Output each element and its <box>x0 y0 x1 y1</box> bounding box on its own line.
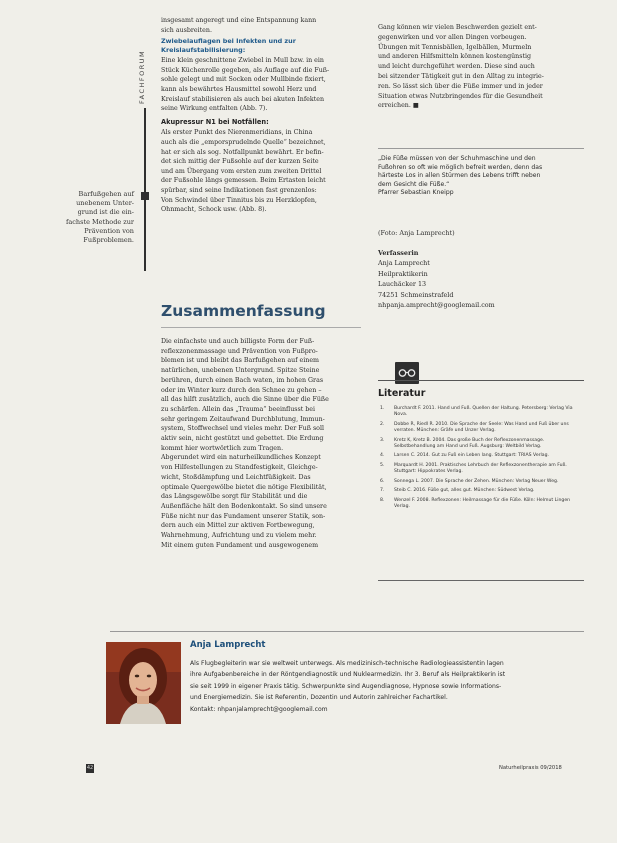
author-line: Anja Lamprecht <box>378 259 430 268</box>
item-text: Steib C. 2016. Füße gut, alles gut. München: Südwest Verlag. <box>394 488 535 494</box>
sidebar-note-line: fachste Methode zur <box>66 217 134 226</box>
text-line: und am Übergang vom ersten zum zweiten Drittel <box>161 167 322 175</box>
item-number: 3. <box>380 437 385 443</box>
literature-title: Literatur <box>378 388 426 399</box>
item-number: 4. <box>380 453 385 459</box>
text-line: system, Stoffwechsel und vieles mehr. Der Fuß soll <box>161 425 324 433</box>
sidebar-rule <box>144 108 146 271</box>
quote-box <box>378 148 584 198</box>
sidebar-note-line: Fußproblemen. <box>83 236 134 245</box>
section-label: FACHFORUM <box>138 49 146 104</box>
bio-line: sie seit 1999 in eigener Praxis tätig. Schwerpunkte sind Augendiagnose, Hypnose sowie Informations- <box>190 682 502 690</box>
item-text: Burchardt F. 2011. Hand und Fuß. Quellen der Haltung. Petersberg: Verlag Via Nova. <box>394 406 573 418</box>
subheading-part: und zur <box>266 37 296 46</box>
text-line: dern auch ein Mittel zur aktiven Fortbewegung, <box>161 522 315 530</box>
right-column-text <box>378 23 583 111</box>
text-line: Mit einem guten Fundament und ausgewogenem <box>161 541 319 549</box>
text-line: reflexzonenmassage und Prävention von Fußpro- <box>161 347 318 355</box>
author-portrait <box>106 642 181 724</box>
text-line: Die einfachste und auch billigste Form der Fuß- <box>161 338 315 345</box>
text-line: Von Schwindel über Tinnitus bis zu Herzklopfen, <box>161 196 317 204</box>
literature-item <box>380 498 585 510</box>
text-line: Gang können wir vielen Beschwerden gezielt ent- <box>378 24 537 31</box>
subheading-part: Zwiebelauflagen bei Infekten <box>161 37 267 46</box>
bio-text <box>190 658 585 715</box>
subheading-onion <box>161 37 361 55</box>
quote-author: Pfarrer Sebastian Kneipp <box>378 189 454 197</box>
text-line: von Hilfestellungen zu Standfestigkeit, Gleichge- <box>161 464 318 472</box>
literature-list <box>380 406 585 514</box>
text-line: Abgerundet wird ein naturheilkundliches Konzept <box>161 454 321 462</box>
text-line: bei sitzender Tätigkeit gut in den Alltag zu integrie- <box>378 72 544 80</box>
item-number: 2. <box>380 421 385 427</box>
photo-credit: (Foto: Anja Lamprecht) <box>378 229 455 237</box>
bio-line: Als Flugbegleiterin war sie weltweit unterwegs. Als medizinisch-technische Radiologieassistentin lagen <box>190 660 504 667</box>
text-line: hat er sich als sog. Notfallpunkt bewährt. Er befin- <box>161 148 324 156</box>
text-line: kommt hier wortwörtlich zum Tragen. <box>161 444 284 452</box>
item-number: 7. <box>380 488 385 494</box>
literature-item <box>380 406 585 418</box>
page-number: 42 <box>86 765 94 771</box>
text-line: Außenfläche hält den Bodenkontakt. So sind unsere <box>161 502 327 510</box>
literature-rule <box>378 380 584 381</box>
text-line: das Längsgewölbe sorgt für Stabilität und die <box>161 493 308 501</box>
text-line: oder im Winter kurz durch den Schnee zu gehen – <box>161 386 322 394</box>
text-line: der Fußsohle längs gemessen. Beim Ertasten leicht <box>161 177 326 185</box>
bio-rule <box>110 631 584 632</box>
text-line: Wahrnehmung, Aufrichtung und zu vielem mehr. <box>161 532 317 540</box>
item-text: Kretz K, Kretz B. 2004. Das große Buch der Reflexzonenmassage. Selbstbehandlung am Hand und Fuß. Augsburg: Weltbild Verlag. <box>394 437 545 449</box>
author-line: Lauchäcker 13 <box>378 280 427 289</box>
author-line: 74251 Schmeinstrafeld <box>378 290 454 299</box>
item-number: 6. <box>380 478 385 484</box>
literature-end-rule <box>378 580 584 581</box>
text-line: Kreislauf stabilisieren als auch bei akuten Infekten <box>161 95 325 103</box>
sidebar-note-line: Prävention von <box>84 226 134 235</box>
author-block <box>378 248 495 310</box>
text-line: und leicht durchgeführt werden. Diese sind auch <box>378 63 535 71</box>
text-line: optimale Quergewölbe bietet die nötige Flexibilität, <box>161 483 327 491</box>
text-line: sich ausbreiten. <box>161 26 212 34</box>
quote-rule-top <box>378 148 584 149</box>
item-text: Sonnega L. 2007. Die Sprache der Zehen. München: Verlag Neuer Weg. <box>394 478 559 484</box>
quote-line: dem Gesicht die Füße.“ <box>378 180 450 188</box>
text-line: erreichen. ■ <box>378 102 419 110</box>
literature-item <box>380 422 585 434</box>
item-text: Larsen C. 2014. Gut zu Fuß ein Leben lang. Stuttgart: TRIAS Verlag. <box>394 453 549 459</box>
literature-item <box>380 488 585 494</box>
sidebar-marker <box>141 192 149 200</box>
text-line: natürlichen, unebenen Untergrund. Spitze Steine <box>161 367 320 375</box>
quote-line: Fußohren so oft wie möglich befreit werden, denn das <box>378 163 543 171</box>
text-line: insgesamt angeregt und eine Entspannung kann <box>161 17 317 24</box>
text-line: zu schärfen. Allein das „Trauma“ beeinflusst bei <box>161 405 316 413</box>
kneipp-quote <box>378 155 584 198</box>
text-line: Eine klein geschnittene Zwiebel in Mull bzw. in ein <box>161 57 324 65</box>
text-line: seine Wirkung entfalten (Abb. 7). <box>161 105 268 113</box>
sidebar-note <box>40 190 134 245</box>
subheading-acupressure: Akupressur N1 bei Notfällen: <box>161 117 269 126</box>
text-line: und anderen Hilfsmitteln können kostengünstig <box>378 53 532 61</box>
text-line: blemen ist und bleibt das Barfußgehen auf einem <box>161 357 320 365</box>
text-line: ren. So lässt sich über die Füße immer und in jeder <box>378 82 543 90</box>
sidebar-note-line: grund ist die ein- <box>77 208 134 217</box>
quote-line: „Die Füße müssen von der Schuhmaschine und den <box>378 155 536 162</box>
text-line: auch als die „emporsprudelnde Quelle“ bezeichnet, <box>161 138 326 146</box>
literature-item <box>380 453 585 459</box>
author-label: Verfasserin <box>378 249 419 257</box>
text-line: Füße nicht nur das Fundament unserer Statik, son- <box>161 512 326 520</box>
author-email[interactable]: nhpanja.amprecht@googlemail.com <box>378 301 495 310</box>
text-line: Situation etwas Nutzbringendes für die Gesundheit <box>378 92 543 100</box>
left-column-text <box>161 16 361 215</box>
bio-contact[interactable]: Kontakt: nhpanjalamprecht@googlemail.com <box>190 705 328 713</box>
literature-item <box>380 438 585 450</box>
item-text: Marquardt H. 2001. Praktisches Lehrbuch der Reflexzonentherapie am Fuß. Stuttgart: Hippokrates Verlag. <box>394 462 567 475</box>
bio-line: und Energiemedizin. Sie ist Referentin, Dozentin und Autorin zahlreicher Fachartikel. <box>190 694 448 702</box>
summary-heading: Zusammenfassung <box>161 302 326 320</box>
item-text: Dobbe R, Riedl R. 2010. Die Sprache der Seele: Was Hand und Fuß über uns verraten. München: Gräfe und Unzer Verlag. <box>394 421 569 433</box>
text-line: Übungen mit Tennisbällen, Igelbällen, Murmeln <box>378 43 532 51</box>
item-number: 1. <box>380 406 385 411</box>
journal-footer: Naturheilpraxis 09/2018 <box>499 765 562 771</box>
sidebar-note-line: unebenem Unter- <box>76 199 134 208</box>
text-line: Stück Küchenrolle gegeben, als Auflage auf die Fuß- <box>161 66 330 74</box>
item-number: 8. <box>380 497 385 503</box>
item-number: 5. <box>380 462 385 468</box>
text-line: kann als bewährtes Hausmittel sowohl Herz und <box>161 85 317 93</box>
text-line: spürbar, sind seine Indikationen fast grenzenlos: <box>161 186 317 194</box>
text-line: gegenwirken und vor allen Dingen vorbeugen. <box>378 33 527 41</box>
text-line: wicht, Stoßdämpfung und Leichtfüßigkeit. Das <box>161 473 311 481</box>
text-line: berühren, durch einen Bach waten, im hohen Gras <box>161 376 324 384</box>
text-line: Als erster Punkt des Nierenmeridians, in China <box>161 129 313 137</box>
sidebar-note-line: Barfußgehen auf <box>78 190 134 198</box>
text-line: aktiv sein, nicht gestützt und gebettet. Die Erdung <box>161 435 324 443</box>
text-line: all das hilft zusätzlich, auch die Sinne über die Füße <box>161 396 329 404</box>
item-text: Wenzel F. 2008. Reflexzonen: Heilmassage für die Füße. Köln: Helmut Lingen Verlag. <box>394 497 571 510</box>
author-line: Heilpraktikerin <box>378 269 428 278</box>
text-line: det sich mittig der Fußsohle auf der kurzen Seite <box>161 158 319 166</box>
text-line: sehr geringem Zeitaufwand Durchblutung, Immun- <box>161 415 325 423</box>
literature-item <box>380 463 585 475</box>
subheading-part: Kreislaufstabilisierung: <box>161 46 246 55</box>
text-line: sohle gelegt und mit Socken oder Mullbinde fixiert, <box>161 76 326 84</box>
summary-text <box>161 337 364 550</box>
bio-line: ihre Aufgabenbereiche in der Röntgendiagnostik und Nuklearmedizin. Ihr 3. Beruf als Heilpraktikerin ist <box>190 671 506 679</box>
summary-rule <box>161 327 361 328</box>
quote-line: härteste Los in allen Stürmen des Lebens trifft neben <box>378 172 541 180</box>
literature-item <box>380 479 585 485</box>
text-line: Ohnmacht, Schock usw. (Abb. 8). <box>161 206 267 214</box>
bio-name: Anja Lamprecht <box>190 640 266 650</box>
